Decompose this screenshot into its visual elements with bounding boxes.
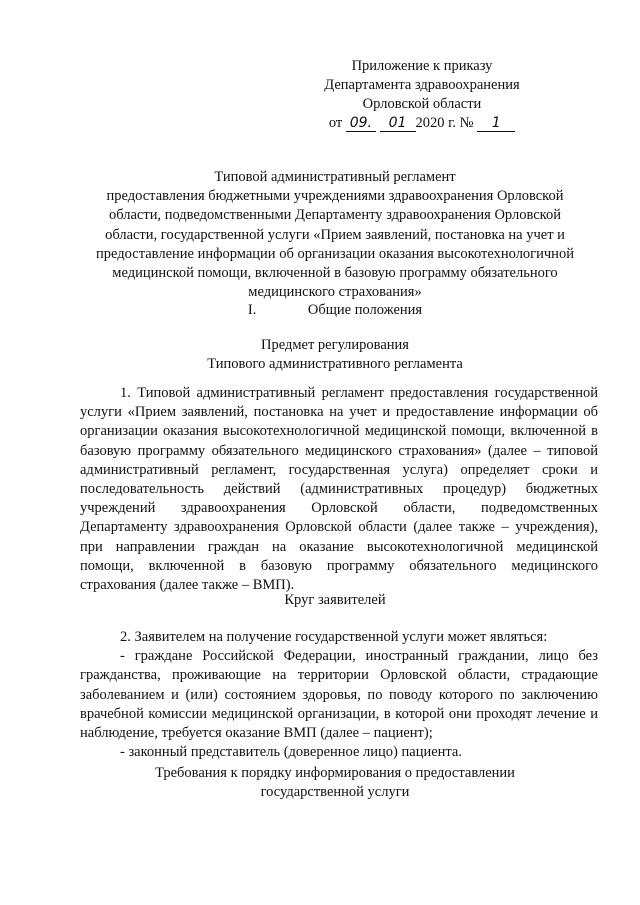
paragraph-2-bullet-1: - граждане Российской Федерации, иностранный граждании, лицо без гражданства, проживающие на территории Орловской области, страдающие заболеванием и (или) состоянием здоровья, по поводу которого по заключению врачебной комиссии медицинской организации, в которой они проходят лечение и наблюдение, требуется оказание ВМП (далее – пациент); [80, 648, 598, 742]
title-line-1: Типовой административный регламент [214, 169, 456, 185]
title-line-3: области, подведомственными Департаменту здравоохранения Орловской [108, 207, 561, 224]
paragraph-2-intro: 2. Заявителем на получение государственной услуги может являться: [120, 629, 548, 645]
subheading-informing-line-1: Требования к порядку информирования о предоставлении [155, 765, 515, 781]
section-name: Общие положения [307, 302, 423, 318]
date-month-handwritten: 01 [380, 116, 416, 132]
date-day-handwritten: 09. [346, 116, 376, 132]
subheading-subject-line-2: Типового административного регламента [207, 356, 463, 373]
paragraph-2-bullet-2: - законный представитель (доверенное лицо) пациента. [120, 744, 462, 761]
section-number: I. [247, 302, 257, 318]
title-line-2: предоставления бюджетными учреждениями здравоохранения Орловской [106, 188, 564, 205]
order-number-handwritten: 1 [477, 116, 515, 132]
appendix-date-line [292, 114, 552, 133]
subheading-subject [80, 336, 590, 374]
paragraph-1: 1. Типовой административный регламент предоставления государственной услуги «Прием заявлений, постановка на учет и предоставление информации об организации оказания высокотехнологичной медицинской помощи, включенной в базовую программу обязательного медицинского страхования» (далее – типовой административный регламент, государственная услуга) определяет сроки и последовательность действий (административных процедур) бюджетных учреждений здравоохранения Орловской области, подведомственных Департаменту здравоохранения Орловской области (далее также – учреждения), при направлении граждан на оказание высокотехнологичной медицинской помощи, включенной в базовую программу обязательного медицинского страхования (далее также – ВМП). [80, 385, 598, 594]
paragraph-2 [80, 628, 598, 762]
subheading-subject-line-1: Предмет регулирования [261, 337, 409, 353]
subheading-applicants: Круг заявителей [284, 592, 386, 608]
subheading-informing [80, 764, 590, 802]
section-heading [80, 301, 590, 320]
title-line-5: предоставление информации об организации оказания высокотехнологичной [96, 245, 574, 262]
title-line-6: медицинской помощи, включенной в базовую программу обязательного [112, 265, 558, 282]
appendix-line-3: Орловской области [362, 96, 482, 112]
date-prefix: от [328, 115, 343, 131]
subheading-informing-line-2: государственной услуги [260, 784, 410, 801]
appendix-line-1: Приложение к приказу [351, 58, 493, 74]
appendix-line-2: Департамента здравоохранения [324, 77, 520, 93]
title-line-4: области, государственной услуги «Прием заявлений, постановка на учет и [105, 226, 565, 243]
date-year: 2020 г. № [415, 115, 474, 131]
document-title [80, 168, 590, 302]
title-line-7: медицинского страхования» [248, 284, 422, 301]
appendix-header [292, 57, 552, 133]
